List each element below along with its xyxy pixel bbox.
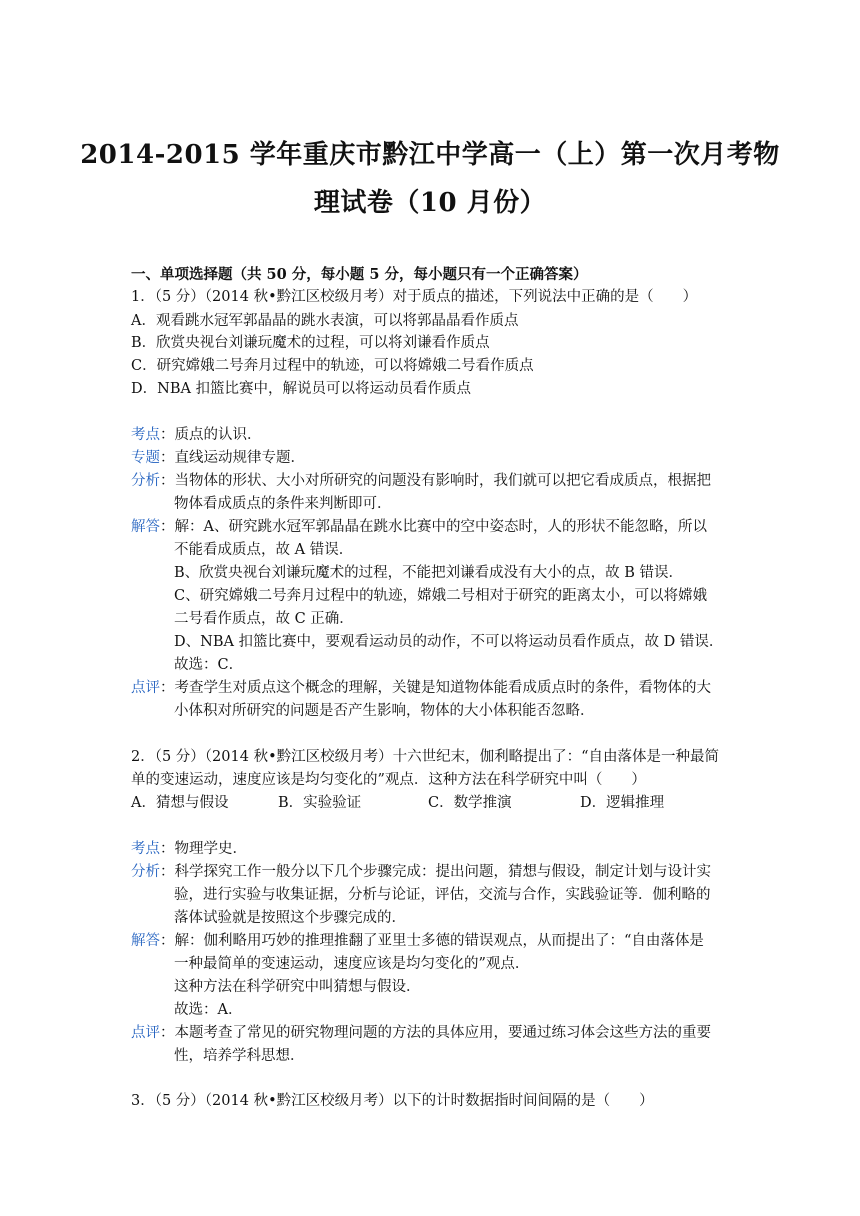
label-colon: ： — [160, 680, 175, 696]
label-colon: ： — [160, 450, 175, 466]
jieda-label: 解答 — [131, 519, 160, 535]
question-2-stem-line-2: 单的变速运动，速度应该是均匀变化的”观点．这种方法在科学研究中叫（ ） — [131, 772, 646, 788]
q2-jieda-line-2: 一种最简单的变速运动，速度应该是均匀变化的”观点． — [174, 956, 530, 972]
q2-jieda-line-4: 故选：A． — [174, 1002, 243, 1018]
q2-fenxi-line-1: 科学探究工作一般分以下几个步骤完成：提出问题，猜想与假设，制定计划与设计实 — [174, 864, 711, 880]
question-2-option-a: A．猜想与假设 — [131, 795, 229, 811]
question-2-option-d: D．逻辑推理 — [580, 795, 665, 811]
q1-kaodian-row — [131, 425, 262, 445]
q2-kaodian-row — [131, 839, 247, 859]
q2-jieda-line-1: 解：伽利略用巧妙的推理推翻了亚里士多德的错误观点，从而提出了：“自由落体是 — [174, 933, 704, 949]
q1-fenxi-line-1: 当物体的形状、大小对所研究的问题没有影响时，我们就可以把它看成质点，根据把 — [174, 473, 711, 489]
q1-jieda-line-7: 故选：C． — [174, 657, 244, 673]
q1-jieda-line-4: C、研究嫦娥二号奔月过程中的轨迹，嫦娥二号相对于研究的距离太小，可以将嫦娥 — [174, 588, 708, 604]
dianping-label: 点评 — [131, 680, 160, 696]
q2-fenxi-line-3: 落体试验就是按照这个步骤完成的． — [174, 910, 406, 926]
label-colon: ： — [160, 1025, 175, 1041]
q1-jieda-line-5: 二号看作质点，故 C 正确． — [174, 611, 354, 627]
q1-jieda-row — [131, 517, 707, 537]
question-2-stem-line-1: 2．（5 分）（2014 秋•黔江区校级月考）十六世纪末，伽利略提出了：“自由落体是一种最简 — [131, 749, 720, 765]
question-1-option-a: A．观看跳水冠军郭晶晶的跳水表演，可以将郭晶晶看作质点 — [131, 313, 519, 329]
q1-jieda-line-2: 不能看成质点，故 A 错误． — [174, 542, 354, 558]
label-colon: ： — [160, 933, 175, 949]
question-1-stem: 1．（5 分）（2014 秋•黔江区校级月考）对于质点的描述，下列说法中正确的是（ ） — [131, 289, 698, 305]
question-1-option-c: C．研究嫦娥二号奔月过程中的轨迹，可以将嫦娥二号看作质点 — [131, 358, 534, 374]
kaodian-label: 考点 — [131, 427, 160, 443]
q2-jieda-row — [131, 931, 704, 951]
q1-kaodian-text: 质点的认识． — [174, 427, 262, 443]
q1-jieda-line-1: 解：A、研究跳水冠军郭晶晶在跳水比赛中的空中姿态时，人的形状不能忽略，所以 — [174, 519, 707, 535]
q2-fenxi-row — [131, 862, 711, 882]
label-colon: ： — [160, 473, 175, 489]
question-1-option-d: D．NBA 扣篮比赛中，解说员可以将运动员看作质点 — [131, 381, 472, 397]
document-title-line-1: 2014-2015 学年重庆市黔江中学高一（上）第一次月考物 — [80, 140, 780, 170]
section-heading: 一、单项选择题（共 50 分，每小题 5 分，每小题只有一个正确答案） — [131, 266, 588, 283]
q1-dianping-row — [131, 678, 711, 698]
jieda-label: 解答 — [131, 933, 160, 949]
label-colon: ： — [160, 427, 175, 443]
question-3-stem: 3．（5 分）（2014 秋•黔江区校级月考）以下的计时数据指时间间隔的是（ ） — [131, 1093, 654, 1109]
q2-fenxi-line-2: 验，进行实验与收集证据，分析与论证，评估，交流与合作，实践验证等．伽利略的 — [174, 887, 711, 903]
zhuanti-label: 专题 — [131, 450, 160, 466]
q1-dianping-line-1: 考查学生对质点这个概念的理解，关键是知道物体能看成质点时的条件，看物体的大 — [174, 680, 711, 696]
q1-zhuanti-row — [131, 448, 305, 468]
document-title-line-2: 理试卷（10 月份） — [313, 188, 547, 218]
q2-dianping-line-2: 性，培养学科思想． — [174, 1048, 305, 1064]
q1-fenxi-row — [131, 471, 711, 491]
label-colon: ： — [160, 519, 175, 535]
q2-dianping-row — [131, 1023, 711, 1043]
label-colon: ： — [160, 841, 175, 857]
question-1-option-b: B．欣赏央视台刘谦玩魔术的过程，可以将刘谦看作质点 — [131, 335, 490, 351]
q1-jieda-line-3: B、欣赏央视台刘谦玩魔术的过程，不能把刘谦看成没有大小的点，故 B 错误． — [174, 565, 684, 581]
q1-zhuanti-text: 直线运动规律专题． — [174, 450, 305, 466]
q2-jieda-line-3: 这种方法在科学研究中叫猜想与假设． — [174, 979, 421, 995]
q1-jieda-line-6: D、NBA 扣篮比赛中，要观看运动员的动作，不可以将运动员看作质点，故 D 错误． — [174, 634, 724, 650]
q2-kaodian-text: 物理学史． — [174, 841, 247, 857]
kaodian-label: 考点 — [131, 841, 160, 857]
q1-fenxi-line-2: 物体看成质点的条件来判断即可． — [174, 496, 392, 512]
label-colon: ： — [160, 864, 175, 880]
fenxi-label: 分析 — [131, 473, 160, 489]
fenxi-label: 分析 — [131, 864, 160, 880]
dianping-label: 点评 — [131, 1025, 160, 1041]
q1-dianping-line-2: 小体积对所研究的问题是否产生影响，物体的大小体积能否忽略． — [174, 703, 595, 719]
question-2-option-c: C．数学推演 — [428, 795, 512, 811]
q2-dianping-line-1: 本题考查了常见的研究物理问题的方法的具体应用，要通过练习体会这些方法的重要 — [174, 1025, 711, 1041]
question-2-option-b: B．实验验证 — [278, 795, 362, 811]
